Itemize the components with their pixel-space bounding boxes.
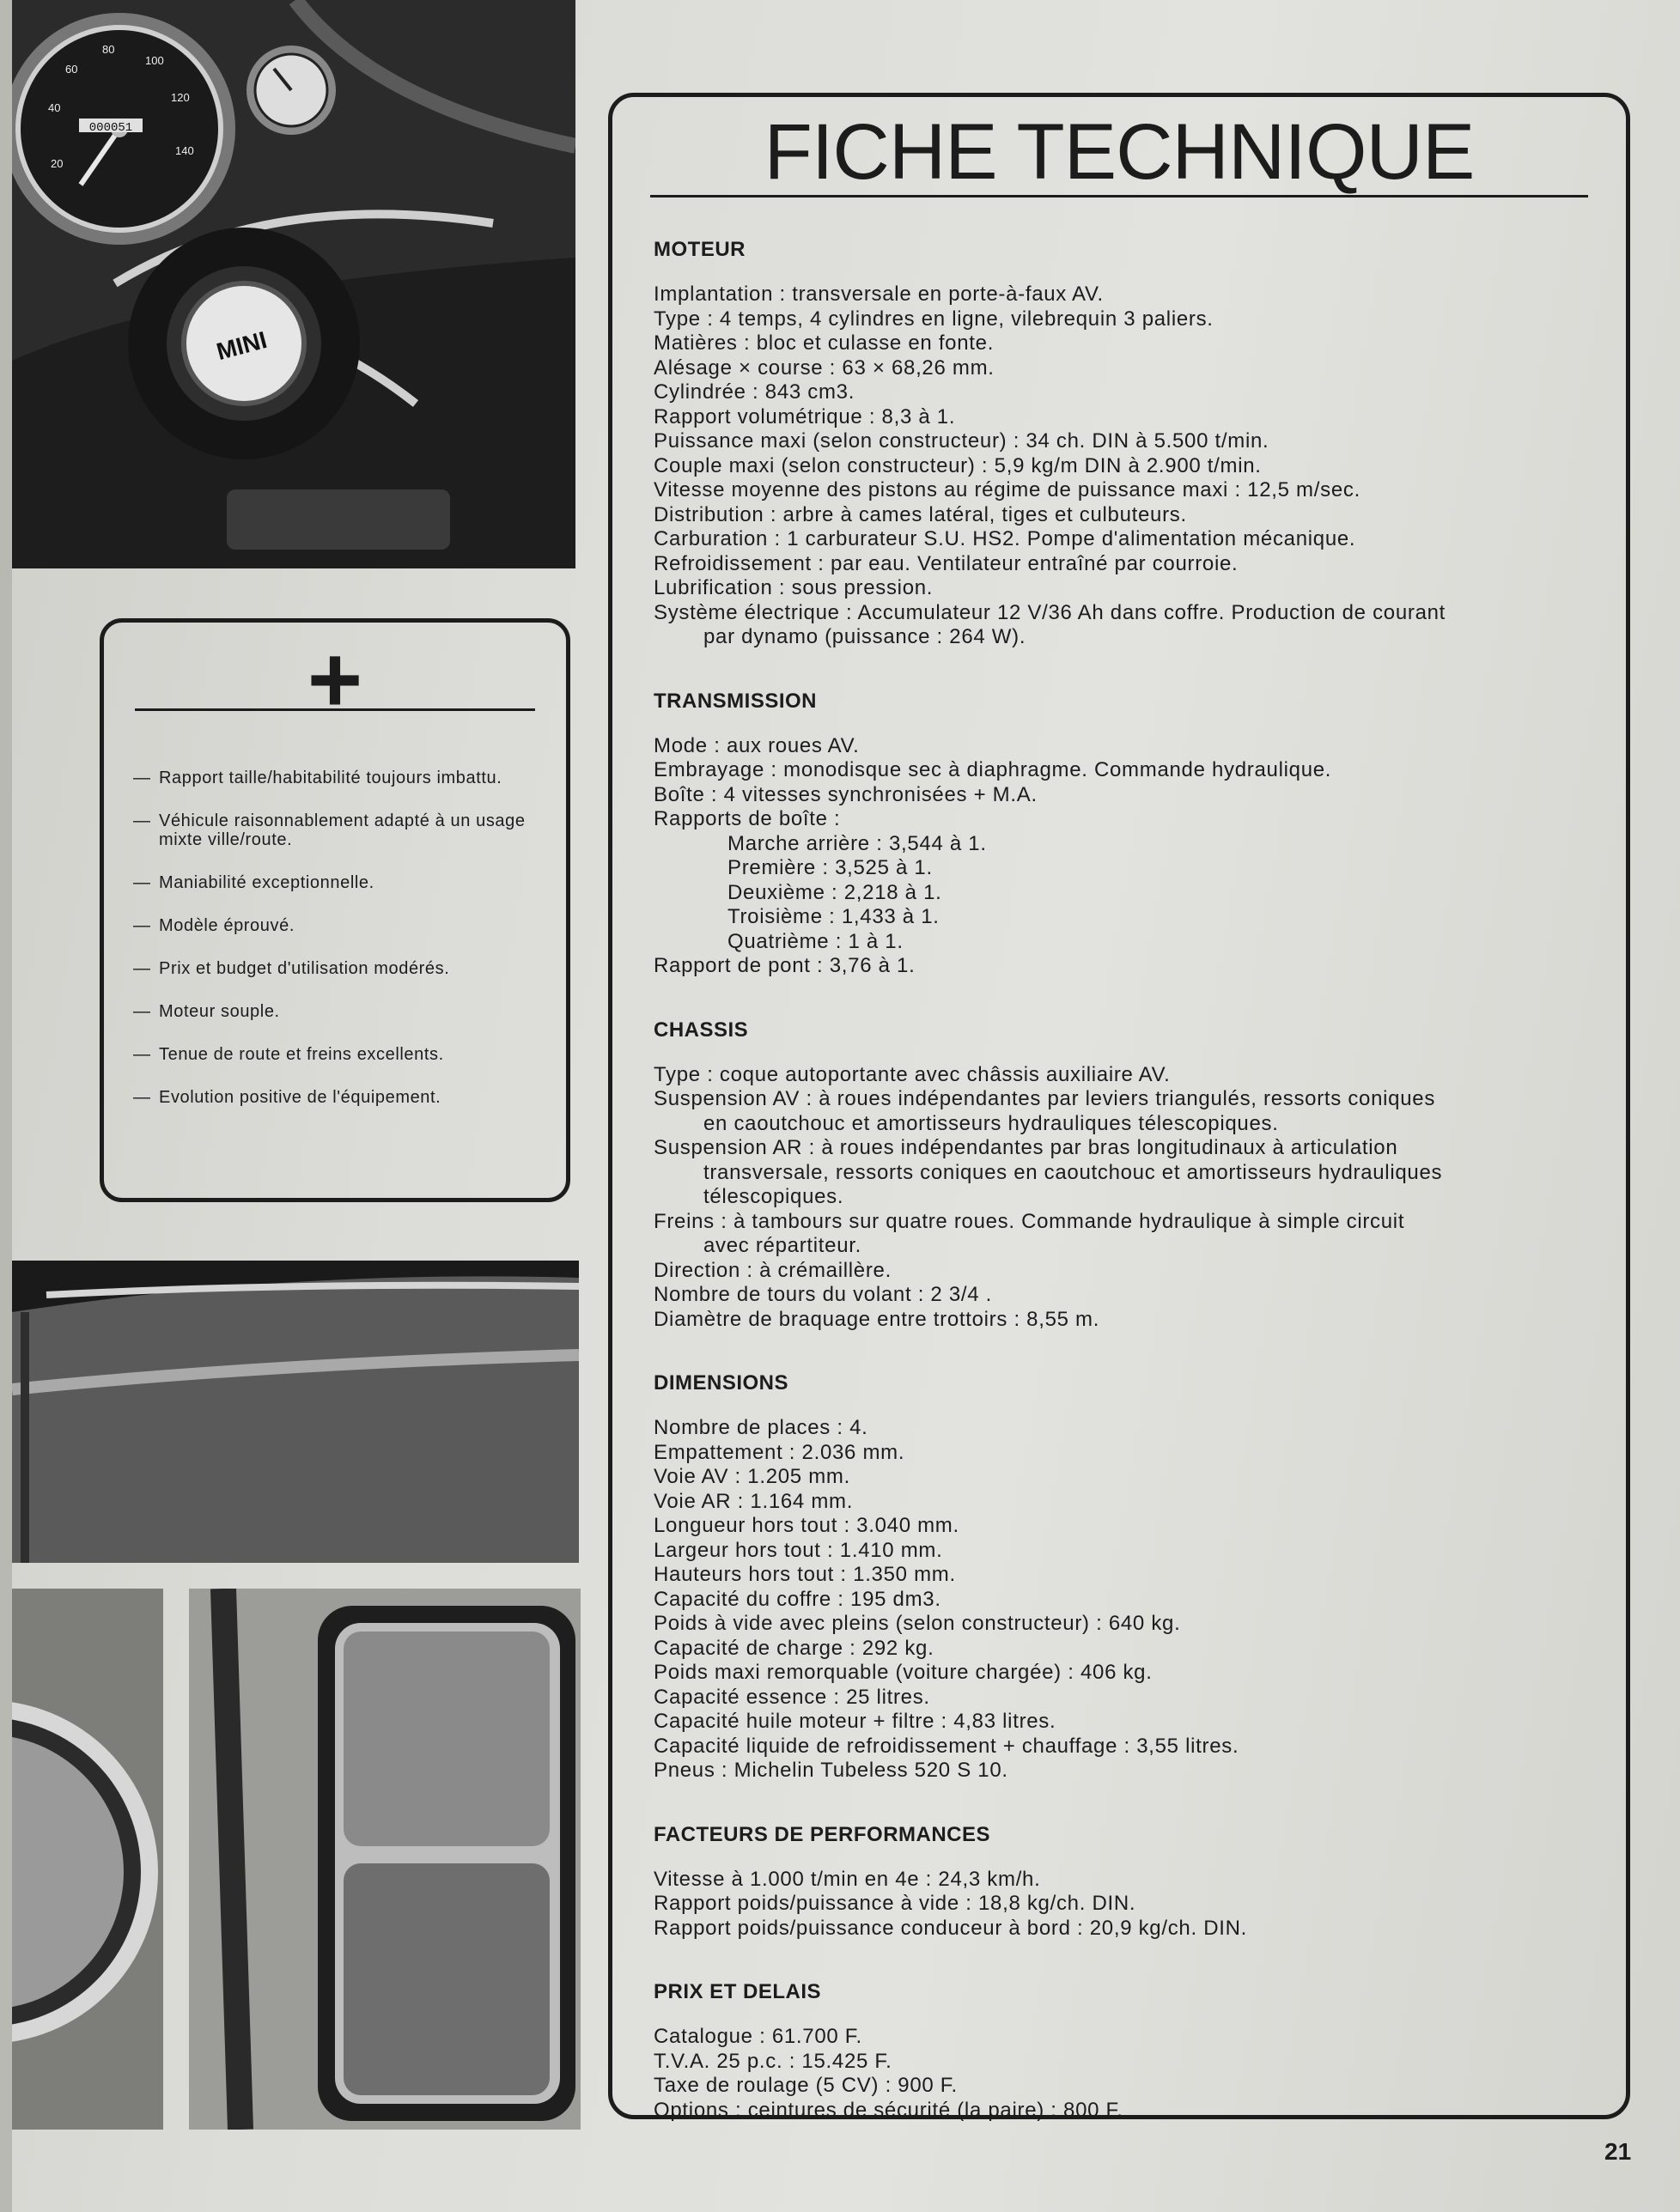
section-prix bbox=[654, 1980, 1592, 2123]
spec-line: Capacité de charge : 292 kg. bbox=[654, 1636, 934, 1660]
spec-line: Système électrique : Accumulateur 12 V/36 Ah dans coffre. Production de courant bbox=[654, 600, 1446, 624]
advantage-item: — Prix et budget d'utilisation modérés. bbox=[133, 959, 545, 978]
section-heading: DIMENSIONS bbox=[654, 1371, 789, 1395]
spec-line: Poids maxi remorquable (voiture chargée) : 406 kg. bbox=[654, 1661, 1153, 1684]
spec-line: Embrayage : monodisque sec à diaphragme. Commande hydraulique. bbox=[654, 758, 1332, 781]
spec-line: Mode : aux roues AV. bbox=[654, 733, 860, 757]
section-heading: TRANSMISSION bbox=[654, 689, 818, 713]
section-chassis bbox=[654, 1018, 1592, 1333]
headlight-photo bbox=[12, 1589, 163, 2130]
spec-line: Longueur hors tout : 3.040 mm. bbox=[654, 1514, 959, 1537]
spec-line: Cylindrée : 843 cm3. bbox=[654, 380, 855, 404]
spec-line: Quatrième : 1 à 1. bbox=[727, 929, 904, 953]
spec-line: Lubrification : sous pression. bbox=[654, 576, 934, 599]
spec-line: en caoutchouc et amortisseurs hydrauliques télescopiques. bbox=[703, 1111, 1279, 1135]
spec-line: Rapport de pont : 3,76 à 1. bbox=[654, 954, 916, 977]
advantage-item: — Maniabilité exceptionnelle. bbox=[133, 873, 545, 892]
section-transmission bbox=[654, 690, 1592, 979]
section-heading: CHASSIS bbox=[654, 1018, 749, 1042]
spec-line: T.V.A. 25 p.c. : 15.425 F. bbox=[654, 2049, 892, 2073]
spec-line: Rapport volumétrique : 8,3 à 1. bbox=[654, 404, 956, 428]
spec-line: Deuxième : 2,218 à 1. bbox=[727, 880, 942, 904]
page-number: 21 bbox=[1604, 2138, 1632, 2165]
spec-line: Poids à vide avec pleins (selon constructeur) : 640 kg. bbox=[654, 1612, 1181, 1635]
spec-line: Direction : à crémaillère. bbox=[654, 1258, 892, 1282]
advantage-item: — Tenue de route et freins excellents. bbox=[133, 1045, 545, 1064]
speed-mark: 80 bbox=[102, 43, 115, 56]
spec-line: Taxe de roulage (5 CV) : 900 F. bbox=[654, 2074, 958, 2097]
spec-line: Voie AR : 1.164 mm. bbox=[654, 1489, 854, 1513]
taillight-photo bbox=[189, 1589, 581, 2130]
spec-line: Freins : à tambours sur quatre roues. Commande hydraulique à simple circuit bbox=[654, 1209, 1405, 1233]
fiche-technique-box bbox=[608, 93, 1630, 2122]
section-heading: PRIX ET DELAIS bbox=[654, 1980, 822, 2003]
spec-line: Capacité huile moteur + filtre : 4,83 litres. bbox=[654, 1710, 1056, 1733]
spec-line: Refroidissement : par eau. Ventilateur entraîné par courroie. bbox=[654, 551, 1239, 575]
spec-line: Pneus : Michelin Tubeless 520 S 10. bbox=[654, 1759, 1008, 1782]
spec-line: Nombre de tours du volant : 2 3/4 . bbox=[654, 1283, 993, 1306]
advantages-box bbox=[100, 618, 570, 1202]
spec-line: Puissance maxi (selon constructeur) : 34 ch. DIN à 5.500 t/min. bbox=[654, 429, 1269, 453]
spec-line: Alésage × course : 63 × 68,26 mm. bbox=[654, 356, 995, 380]
spec-line: Largeur hors tout : 1.410 mm. bbox=[654, 1538, 943, 1562]
plus-symbol: + bbox=[307, 627, 363, 732]
spec-line: Troisième : 1,433 à 1. bbox=[727, 905, 940, 928]
spec-line: Suspension AV : à roues indépendantes par leviers triangulés, ressorts coniques bbox=[654, 1087, 1436, 1110]
spec-line: Hauteurs hors tout : 1.350 mm. bbox=[654, 1563, 956, 1586]
spec-line: Type : 4 temps, 4 cylindres en ligne, vilebrequin 3 paliers. bbox=[654, 307, 1214, 331]
spec-line: Boîte : 4 vitesses synchronisées + M.A. bbox=[654, 782, 1038, 806]
spec-line: Marche arrière : 3,544 à 1. bbox=[727, 831, 987, 855]
spec-line: Nombre de places : 4. bbox=[654, 1416, 868, 1439]
spec-line: Rapports de boîte : bbox=[654, 807, 841, 830]
spec-line: Options : ceintures de sécurité (la paire) : 800 F. bbox=[654, 2098, 1123, 2122]
spec-line: par dynamo (puissance : 264 W). bbox=[703, 625, 1026, 648]
advantage-item: — Moteur souple. bbox=[133, 1002, 545, 1021]
spec-line: Capacité essence : 25 litres. bbox=[654, 1685, 930, 1709]
page-gutter bbox=[0, 0, 12, 2212]
spec-line: Vitesse moyenne des pistons au régime de puissance maxi : 12,5 m/sec. bbox=[654, 478, 1360, 501]
spec-line: Capacité liquide de refroidissement + chauffage : 3,55 litres. bbox=[654, 1734, 1239, 1758]
section-performances bbox=[654, 1823, 1592, 1942]
spec-line: Rapport poids/puissance à vide : 18,8 kg/ch. DIN. bbox=[654, 1892, 1136, 1915]
dashboard-photo bbox=[12, 0, 575, 568]
spec-line: Rapport poids/puissance conduceur à bord : 20,9 kg/ch. DIN. bbox=[654, 1916, 1248, 1940]
odometer-readout: 000051 bbox=[88, 121, 133, 135]
spec-line: Implantation : transversale en porte-à-faux AV. bbox=[654, 283, 1104, 306]
spec-line: Type : coque autoportante avec châssis auxiliaire AV. bbox=[654, 1062, 1171, 1086]
speed-mark: 120 bbox=[171, 91, 190, 104]
spec-line: Suspension AR : à roues indépendantes par bras longitudinaux à articulation bbox=[654, 1136, 1398, 1159]
spec-line: avec répartiteur. bbox=[703, 1234, 861, 1257]
spec-line: Diamètre de braquage entre trottoirs : 8,55 m. bbox=[654, 1307, 1100, 1331]
speed-mark: 20 bbox=[51, 157, 64, 170]
advantages-list bbox=[133, 769, 545, 1131]
spec-line: Empattement : 2.036 mm. bbox=[654, 1440, 905, 1464]
section-heading: MOTEUR bbox=[654, 238, 746, 261]
divider bbox=[135, 708, 535, 711]
section-dimensions bbox=[654, 1371, 1592, 1784]
section-heading: FACTEURS DE PERFORMANCES bbox=[654, 1822, 991, 1846]
spec-line: Première : 3,525 à 1. bbox=[727, 856, 933, 879]
spec-line: Distribution : arbre à cames latéral, tiges et culbuteurs. bbox=[654, 502, 1187, 526]
speed-mark: 140 bbox=[175, 144, 194, 157]
advantage-item: — Evolution positive de l'équipement. bbox=[133, 1088, 545, 1107]
spec-content bbox=[654, 238, 1592, 2162]
spec-line: Carburation : 1 carburateur S.U. HS2. Pompe d'alimentation mécanique. bbox=[654, 527, 1356, 550]
speed-mark: 60 bbox=[65, 63, 78, 76]
spec-line: télescopiques. bbox=[703, 1185, 844, 1208]
title-divider bbox=[650, 195, 1588, 198]
spec-line: Catalogue : 61.700 F. bbox=[654, 2025, 862, 2048]
advantage-item: — Véhicule raisonnablement adapté à un usage mixte ville/route. bbox=[133, 811, 545, 849]
spec-line: transversale, ressorts coniques en caoutchouc et amortisseurs hydrauliques bbox=[703, 1160, 1443, 1184]
advantage-item: — Rapport taille/habitabilité toujours imbattu. bbox=[133, 769, 545, 787]
spec-line: Capacité du coffre : 195 dm3. bbox=[654, 1587, 941, 1611]
car-body-photo bbox=[12, 1261, 579, 1563]
mini-badge-text: MINI bbox=[213, 325, 270, 366]
page-title: FICHE TECHNIQUE bbox=[764, 108, 1475, 196]
speed-mark: 100 bbox=[145, 54, 164, 67]
spec-line: Voie AV : 1.205 mm. bbox=[654, 1465, 850, 1488]
spec-line: Vitesse à 1.000 t/min en 4e : 24,3 km/h. bbox=[654, 1867, 1041, 1891]
spec-line: Couple maxi (selon constructeur) : 5,9 kg/m DIN à 2.900 t/min. bbox=[654, 453, 1262, 477]
speed-mark: 40 bbox=[48, 101, 61, 114]
advantage-item: — Modèle éprouvé. bbox=[133, 916, 545, 935]
spec-line: Matières : bloc et culasse en fonte. bbox=[654, 331, 995, 355]
section-moteur bbox=[654, 238, 1592, 650]
